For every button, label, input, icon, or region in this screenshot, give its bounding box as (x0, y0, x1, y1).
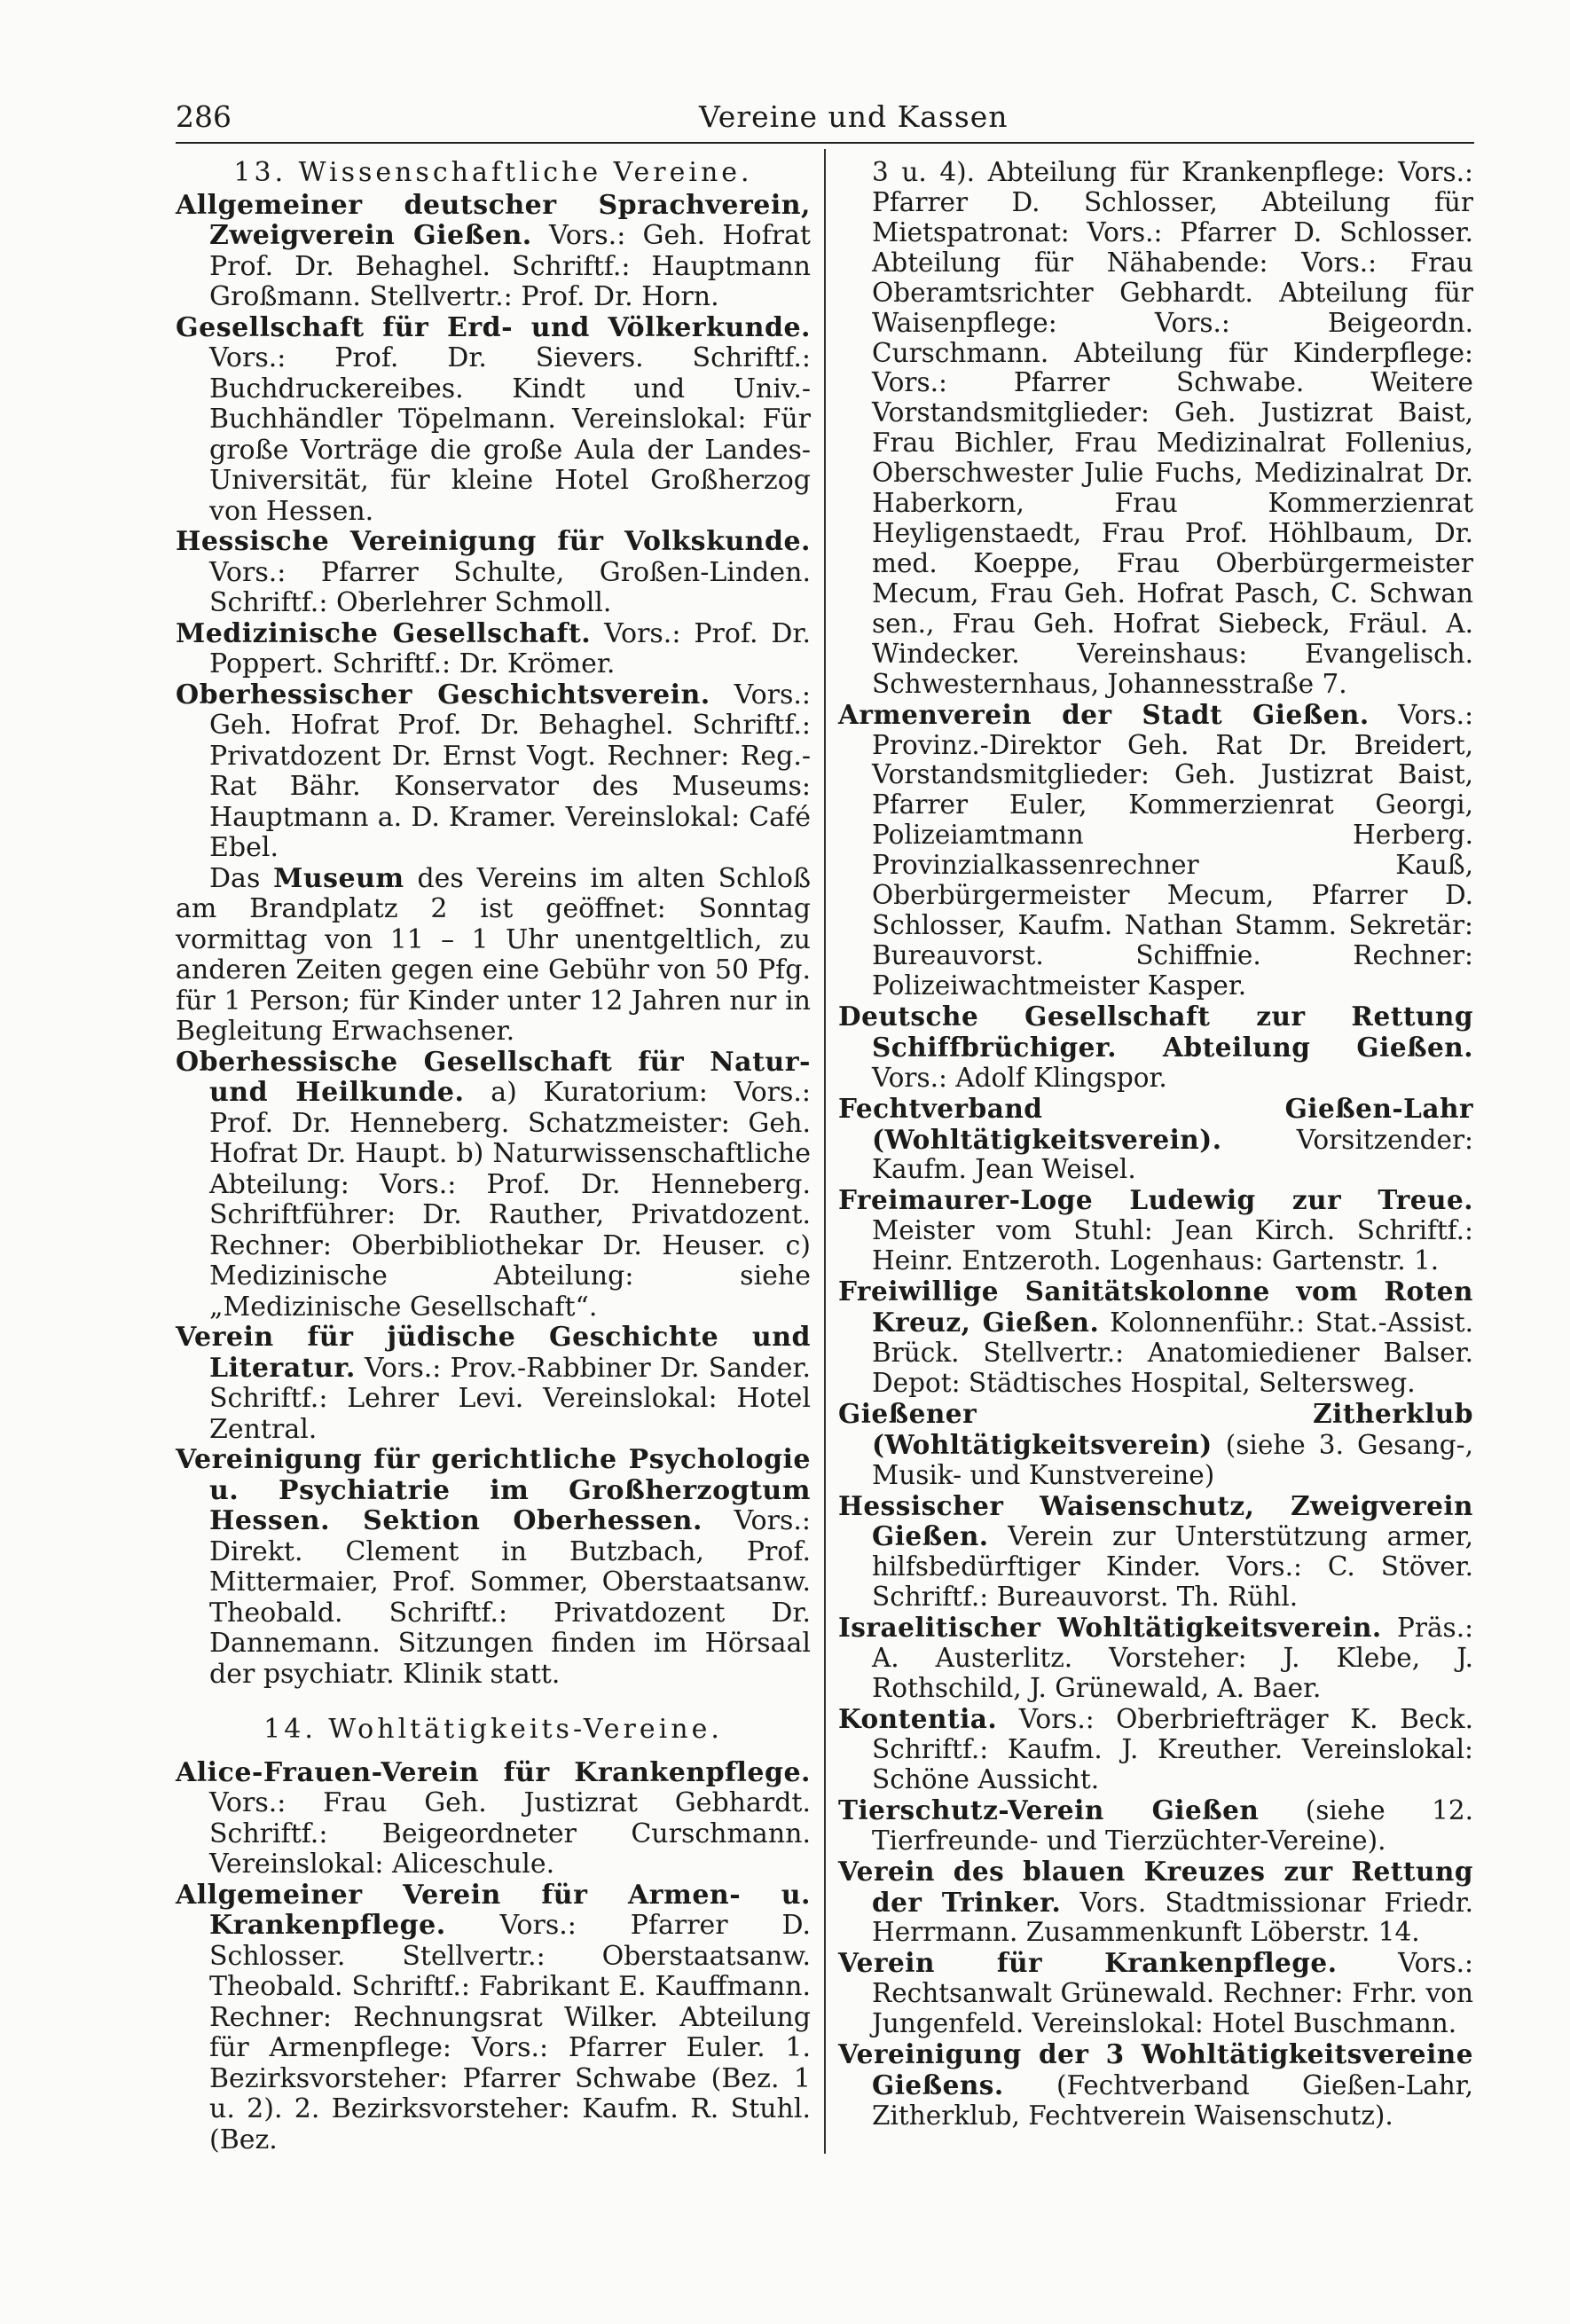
entry-title: Gesellschaft für Erd- und Völkerkunde. (176, 311, 811, 343)
entry-text: (Fechtverband Gießen-Lahr, Zitherklub, Fechtverein Waisenschutz). (872, 2070, 1473, 2131)
entry-title: Museum (273, 862, 404, 894)
entry-title: Hessischer Waisenschutz, Zweigverein Gießen. (838, 1489, 1473, 1552)
entry-text: Das (209, 862, 274, 894)
entry-erdkunde (176, 313, 811, 528)
running-header (176, 89, 1474, 142)
right-column (838, 158, 1473, 2132)
entry-text: (siehe 3. Gesang-, Musik- und Kunstvereine) (872, 1429, 1473, 1490)
entry-title: Allgemeiner deutscher Sprachverein, Zweigverein Gießen. (176, 189, 811, 251)
page-number: 286 (176, 99, 232, 134)
entry-text: Kolonnenführ.: Stat.-Assist. Brück. Stellvertr.: Anatomiediener Balser. Depot: Städtisches Hospital, Seltersweg. (872, 1307, 1474, 1398)
entry-text: Vors. Stadtmissionar Friedr. Herrmann. Zusammenkunft Löberstr. 14. (872, 1887, 1473, 1948)
entry-text: Verein zur Unterstützung armer, hilfsbedürftiger Kinder. Vors.: C. Stöver. Schriftf.: Bureauvorst. Th. Rühl. (872, 1521, 1473, 1613)
entry-text: Vors.: Pfarrer Schulte, Großen-Linden. Schriftf.: Oberlehrer Schmoll. (209, 556, 811, 618)
entry-text: Vors.: Pfarrer D. Schlosser. Stellvertr.: Oberstaatsanw. Theobald. Schriftf.: Fabrikant E. Kauffmann. Rechner: Rechnungsrat Wilker. Abteilung für Armenpflege: Vors.: Pfarrer Euler. 1. Bezirksvorsteher: Pfarrer Schwabe (Bez. 1 u. 2). 2. Bezirksvorsteher: Kaufm. R. Stuhl. (Bez. (209, 1910, 811, 2155)
entry-schiffbruechige (838, 1001, 1473, 1094)
entry-israelitischer (838, 1613, 1473, 1704)
left-column (176, 158, 811, 2155)
section-heading-13: 13. Wissenschaftliche Vereine. (233, 157, 753, 188)
entry-sprachverein (176, 191, 811, 313)
entry-tierschutz (838, 1795, 1473, 1857)
entry-title: Oberhessischer Geschichtsverein. (176, 679, 710, 711)
entry-title: Medizinische Gesellschaft. (176, 617, 592, 649)
entry-armenverein (838, 700, 1473, 1001)
entry-text: Vors.: Direkt. Clement in Butzbach, Prof. Mittermaier, Prof. Sommer, Oberstaatsanw. Theobald. Schriftf.: Privatdozent Dr. Dannemann. Sitzungen finden im Hörsaal der psychiatr. Klinik statt. (209, 1505, 812, 1690)
entry-text: Vorsitzender: Kaufm. Jean Weisel. (872, 1124, 1473, 1185)
entry-kontentia (838, 1704, 1473, 1795)
entry-title: Verein für jüdische Geschichte und Literatur. (176, 1322, 811, 1384)
column-divider (824, 149, 826, 2154)
section-heading-14: 14. Wohltätigkeits-Vereine. (263, 1714, 723, 1745)
entry-text: Vors.: Geh. Hofrat Prof. Dr. Behaghel. Schriftf.: Hauptmann Großmann. Stellvertr.: Prof. Dr. Horn. (209, 220, 811, 312)
entry-text: Präs.: A. Austerlitz. Vorsteher: J. Klebe, J. Rothschild, J. Grünewald, A. Baer. (872, 1613, 1474, 1704)
entry-title: Kontentia. (838, 1703, 998, 1735)
entry-title: Tierschutz-Verein Gießen (838, 1794, 1260, 1825)
entry-title: Verein für Krankenpflege. (838, 1947, 1338, 1979)
entry-title: Israelitischer Wohltätigkeitsverein. (838, 1612, 1382, 1644)
entry-title: Vereinigung der 3 Wohltätigkeitsvereine Gießens. (838, 2038, 1473, 2101)
entry-text: Vors.: Adolf Klingspor. (872, 1062, 1167, 1093)
entry-museum (176, 864, 811, 1048)
header-rule (176, 142, 1474, 144)
entry-volkskunde (176, 527, 811, 619)
entry-title: Hessische Vereinigung für Volkskunde. (176, 526, 811, 557)
entry-title: Freiwillige Sanitätskolonne vom Roten Kreuz, Gießen. (838, 1276, 1473, 1339)
entry-title: Alice-Frauen-Verein für Krankenpflege. (176, 1756, 811, 1788)
entry-text: Vors.: Oberbriefträger K. Beck. Schriftf.: Kaufm. J. Kreuther. Vereinslokal: Schöne Aussicht. (872, 1704, 1473, 1794)
entry-text: a) Kuratorium: Vors.: Prof. Dr. Henneberg. Schatzmeister: Geh. Hofrat Dr. Haupt. b) Naturwissenschaftliche Abteilung: Vors.: Prof. Dr. Henneberg. Schriftführer: Dr. Rauther, Privatdozent. Rechner: Oberbibliothekar Dr. Heuser. c) Medizinische Abteilung: siehe „Medizinische Gesellschaft“. (209, 1077, 812, 1323)
entry-text: 3 u. 4). Abteilung für Krankenpflege: Vors.: Pfarrer D. Schlosser, Abteilung für Mietspatronat: Vors.: Pfarrer D. Schlosser. Abteilung für Nähabende: Vors.: Frau Oberamtsrichter Gebhardt. Abteilung für Waisenpflege: Vors.: Beigeordn. Curschmann. Abteilung für Kinderpflege: Vors.: Pfarrer Schwabe. Weitere Vorstandsmitglieder: Geh. Justizrat Baist, Frau Bichler, Frau Medizinalrat Follenius, Oberschwester Julie Fuchs, Medizinalrat Dr. Haberkorn, Frau Kommerzienrat Heyligenstaedt, Frau Prof. Höhlbaum, Dr. med. Koeppe, Frau Oberbürgermeister Mecum, Frau Geh. Hofrat Pasch, C. Schwan sen., Frau Geh. Hofrat Siebeck, Fräul. A. Windecker. Vereinshaus: Evangelisch. Schwesternhaus, Johannesstraße 7. (872, 157, 1473, 699)
entry-vereinigung-drei (838, 2039, 1473, 2132)
entry-medizinische (176, 619, 811, 680)
entry-text: Vors.: Provinz.-Direktor Geh. Rat Dr. Breidert, Vorstandsmitglieder: Geh. Justizrat Baist, Pfarrer Euler, Kommerzienrat Georgi, Polizeiamtmann Herberg. Provinzialkassenrechner Kauß, Oberbürgermeister Mecum, Pfarrer D. Schlosser, Kaufm. Nathan Stamm. Sekretär: Bureauvorst. Schiffnie. Rechner: Polizeiwachtmeister Kasper. (872, 699, 1474, 1001)
entry-title: Gießener Zitherklub (Wohltätigkeitsverein) (838, 1397, 1473, 1460)
entry-title: Fechtverband Gießen-Lahr (Wohltätigkeitsverein). (838, 1092, 1473, 1155)
entry-text: des Vereins im alten Schloß am Brandplatz 2 ist geöffnet: Sonntag vormittag von 11 – 1 Uhr unentgeltlich, zu anderen Zeiten gegen eine Gebühr von 50 Pfg. für 1 Person; für Kinder unter 12 Jahren nur in Begleitung Erwachsener. (176, 862, 811, 1047)
entry-text: Meister vom Stuhl: Jean Kirch. Schriftf.: Heinr. Entzeroth. Logenhaus: Gartenstr. 1. (872, 1215, 1473, 1276)
entry-text: Vors.: Prof. Dr. Sievers. Schriftf.: Buchdruckereibes. Kindt und Univ.-Buchhändler Töpelmann. Vereinslokal: Für große Vorträge die große Aula der Landes-Universität, für kleine Hotel Großherzog von Hessen. (209, 342, 811, 527)
entry-krankenpflege (838, 1948, 1473, 2039)
entry-juedische (176, 1323, 811, 1445)
entry-fechtverband (838, 1094, 1473, 1186)
entry-title: Vereinigung für gerichtliche Psychologie u. Psychiatrie im Großherzogtum Hessen. Sektion Oberhessen. (176, 1444, 811, 1536)
entry-title: Freimaurer-Loge Ludewig zur Treue. (838, 1184, 1473, 1216)
entry-blaues-kreuz (838, 1857, 1473, 1949)
entry-text: Vors.: Prov.-Rabbiner Dr. Sander. Schriftf.: Lehrer Levi. Vereinslokal: Hotel Zentral. (209, 1352, 811, 1445)
entry-title: Oberhessische Gesellschaft für Natur- und Heilkunde. (176, 1046, 811, 1108)
entry-armenpflege-continued (838, 158, 1473, 700)
entry-freimaurer (838, 1185, 1473, 1276)
entry-text: Vors.: Frau Geh. Justizrat Gebhardt. Schriftf.: Beigeordneter Curschmann. Vereinslokal: Aliceschule. (209, 1787, 811, 1880)
running-title: Vereine und Kassen (699, 99, 1009, 134)
entry-text: Vors.: Rechtsanwalt Grünewald. Rechner: Frhr. von Jungenfeld. Vereinslokal: Hotel Buschmann. (872, 1948, 1473, 2039)
entry-waisenschutz (838, 1491, 1473, 1613)
entry-text: Vors.: Geh. Hofrat Prof. Dr. Behaghel. Schriftf.: Privatdozent Dr. Ernst Vogt. Rechner: Reg.-Rat Bähr. Konservator des Museums: Hauptmann a. D. Kramer. Vereinslokal: Café Ebel. (209, 679, 812, 863)
entry-armenpflege (176, 1880, 811, 2156)
entry-title: Armenverein der Stadt Gießen. (838, 698, 1370, 730)
entry-naturkunde (176, 1048, 811, 1323)
entry-alice (176, 1758, 811, 1880)
entry-psychologie (176, 1445, 811, 1690)
entry-text: Vors.: Prof. Dr. Poppert. Schriftf.: Dr. Krömer. (209, 617, 811, 679)
entry-title: Verein des blauen Kreuzes zur Rettung der Trinker. (838, 1855, 1473, 1918)
entry-sanitaetskolonne (838, 1276, 1473, 1399)
entry-zitherklub (838, 1399, 1473, 1491)
entry-title: Allgemeiner Verein für Armen- u. Krankenpflege. (176, 1879, 811, 1941)
entry-text: (siehe 12. Tierfreunde- und Tierzüchter-Vereine). (872, 1794, 1473, 1856)
entry-geschichtsverein (176, 680, 811, 864)
entry-title: Deutsche Gesellschaft zur Rettung Schiffbrüchiger. Abteilung Gießen. (838, 1000, 1473, 1063)
